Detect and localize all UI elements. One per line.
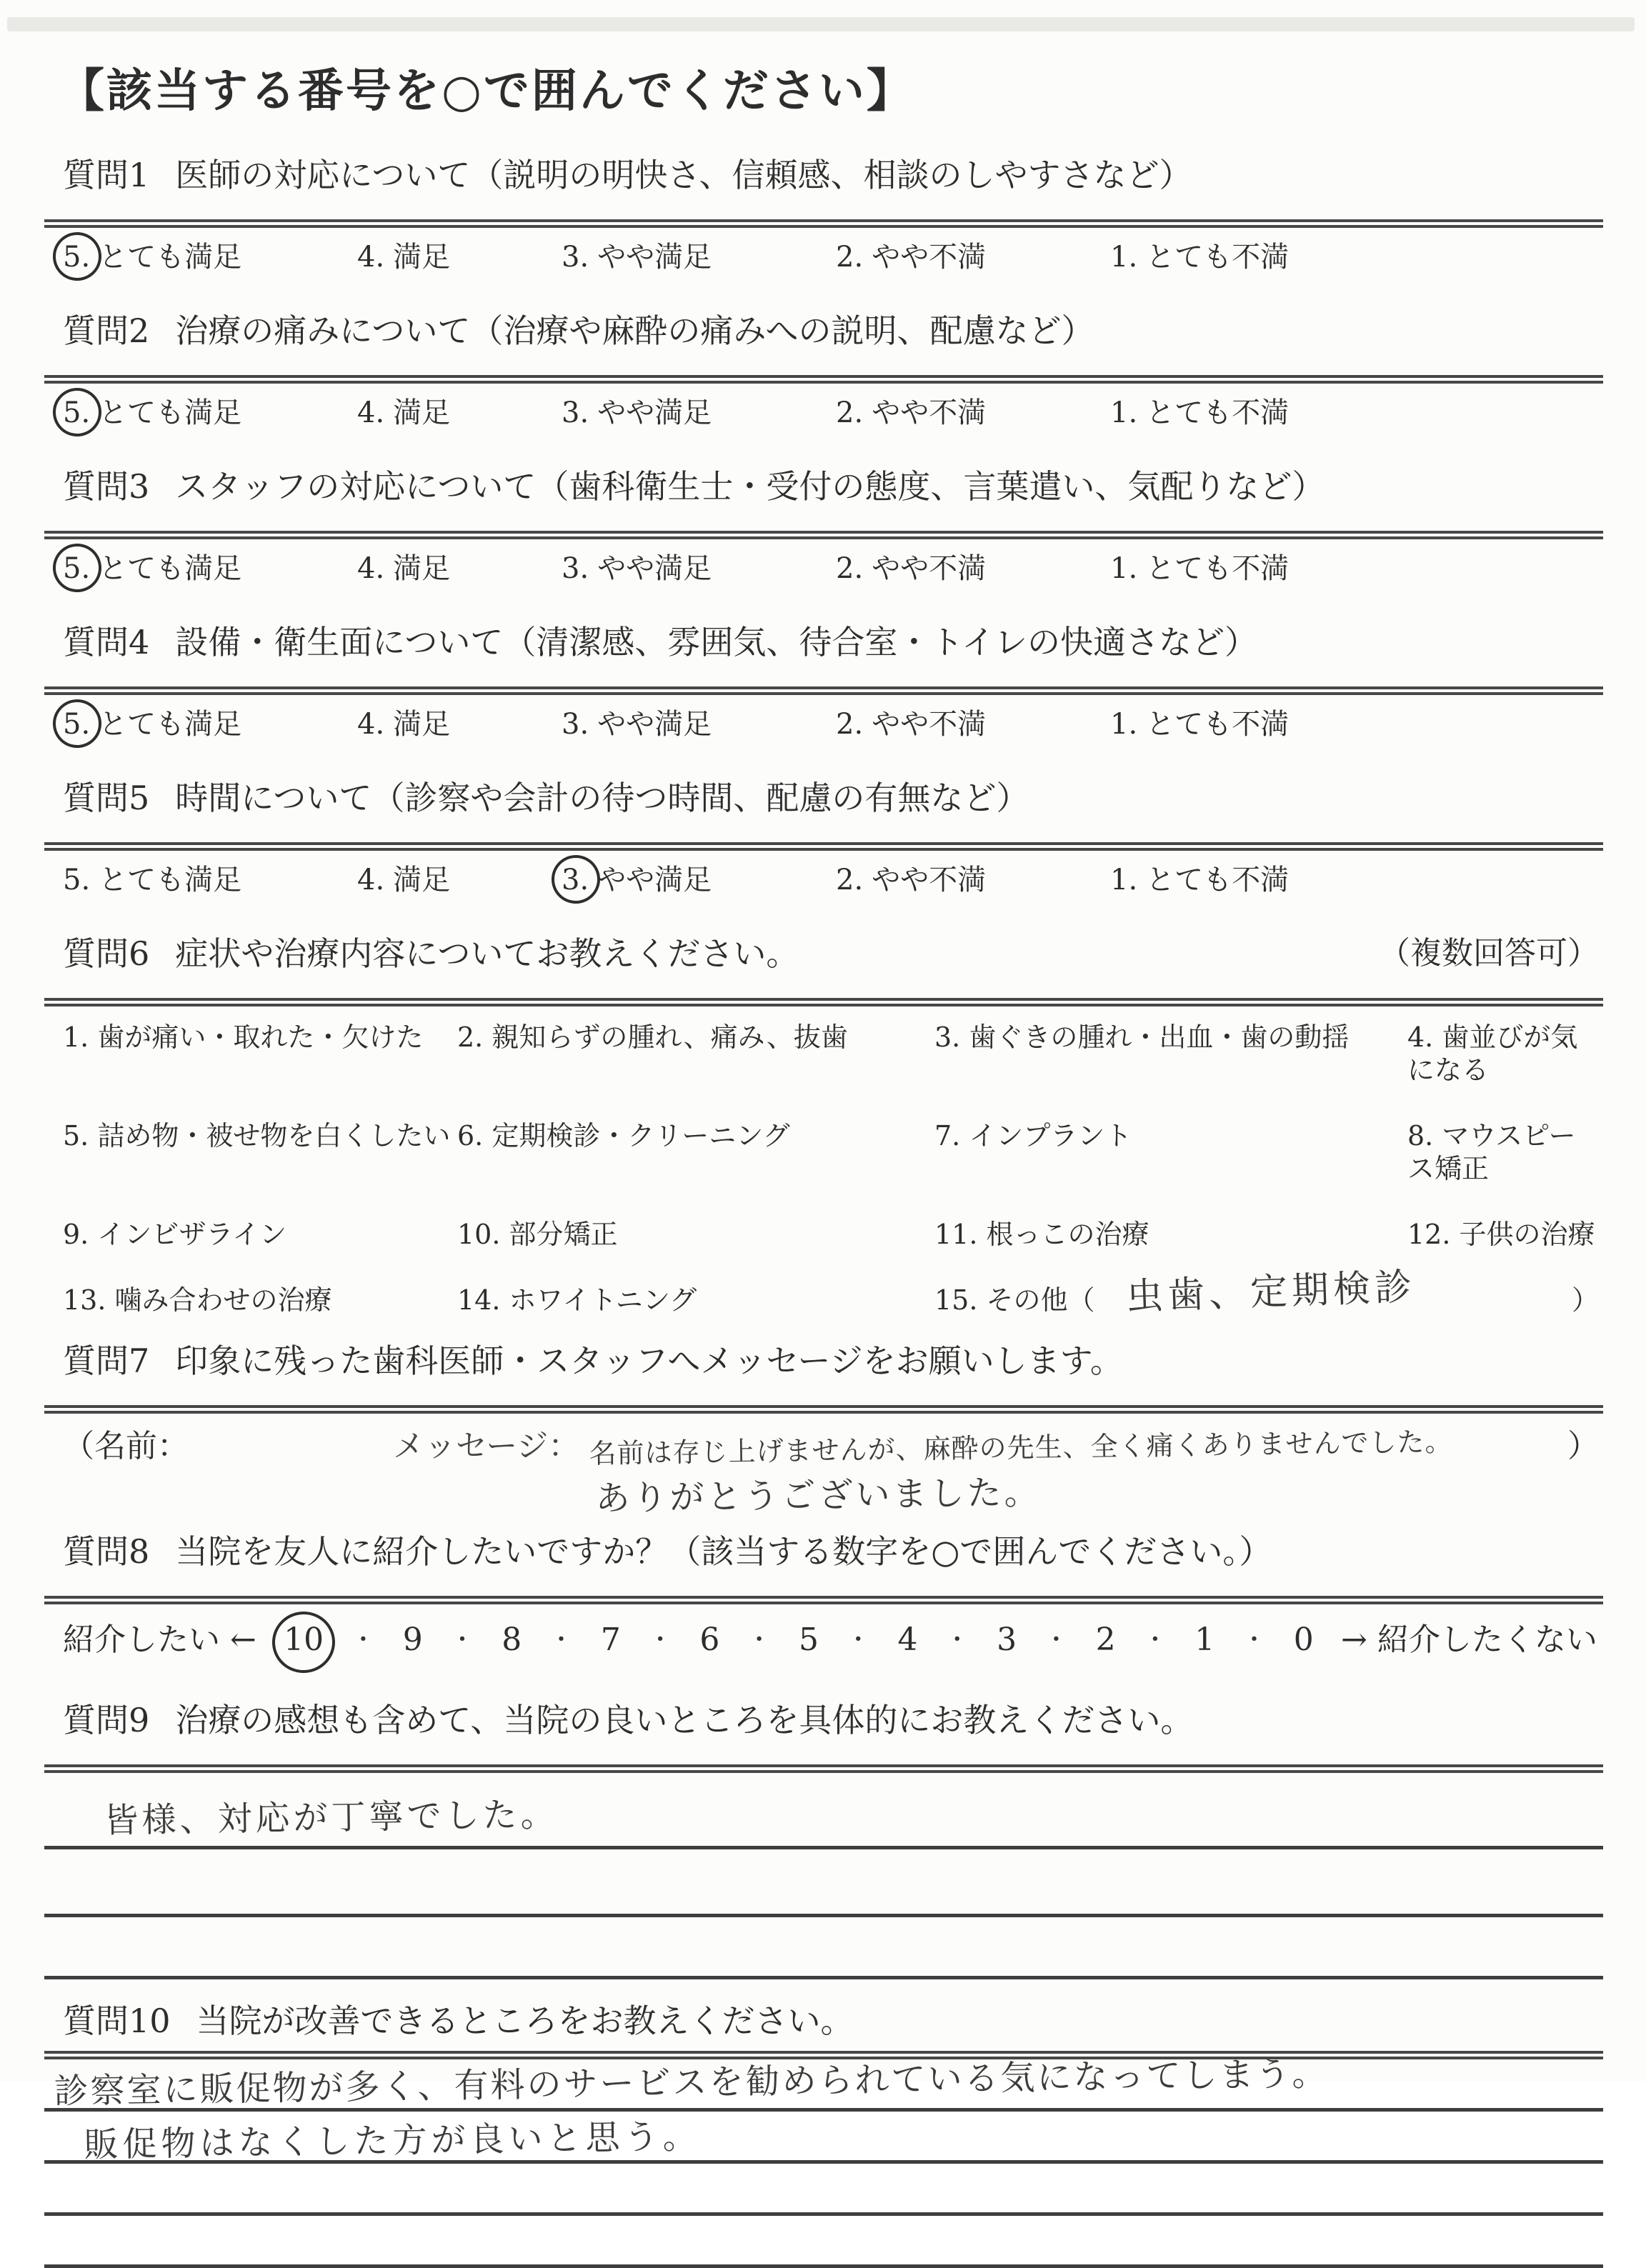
rating-option-1	[1110, 239, 1289, 275]
rating-options-row	[63, 862, 1603, 898]
rating-option-label: やや満足	[597, 707, 712, 741]
symptom-option-3: 3. 歯ぐきの腫れ・出血・歯の動揺	[934, 1021, 1350, 1053]
rating-option-number: 1.	[1110, 396, 1138, 429]
rating-option-number: 2.	[836, 551, 864, 585]
separator-rule	[44, 1596, 1603, 1604]
symptom-option-5: 5. 詰め物・被せ物を白くしたい	[63, 1119, 451, 1152]
question-title: 設備・衛生面について（清潔感、雰囲気、待合室・トイレの快適さなど）	[175, 622, 1258, 661]
separator-rule	[44, 842, 1603, 851]
message-field-label: メッセージ：	[393, 1427, 580, 1464]
symptom-option-2: 2. 親知らずの腫れ、痛み、抜歯	[457, 1021, 848, 1053]
rating-option-number: 2.	[836, 396, 864, 429]
circled-answer-mark: 5.	[63, 707, 91, 741]
answer-line	[44, 2216, 1603, 2268]
answer-line	[44, 2164, 1603, 2216]
rating-option-label: とても満足	[99, 863, 242, 896]
rating-option-number: 4.	[357, 396, 385, 429]
question-2	[44, 311, 1603, 431]
question-8	[44, 1532, 1603, 1660]
rating-option-label: とても不満	[1146, 551, 1290, 585]
rating-option-number: 2.	[836, 240, 864, 274]
question-1	[44, 155, 1603, 275]
symptom-option-14: 14. ホワイトニング	[457, 1284, 697, 1316]
question-title: 印象に残った歯科医師・スタッフへメッセージをお願いします。	[175, 1341, 1123, 1380]
rating-option-number: 1.	[1110, 240, 1138, 274]
rating-option-label: やや不満	[872, 863, 987, 896]
scale-dot: ・	[1142, 1625, 1167, 1654]
scale-dot: ・	[1242, 1625, 1267, 1654]
question-number: 質問3	[63, 466, 150, 506]
scale-dot: ・	[1044, 1625, 1069, 1654]
question-6	[44, 934, 1603, 1317]
question-number: 質問10	[63, 2001, 171, 2040]
question-1-heading	[63, 155, 1603, 195]
scale-dot: ・	[648, 1625, 673, 1654]
rating-option-label: とても不満	[1146, 240, 1290, 274]
rating-option-label: やや満足	[597, 863, 712, 896]
rating-option-label: やや満足	[597, 551, 712, 585]
rating-option-label: とても満足	[99, 707, 242, 741]
symptom-options-grid	[63, 1021, 1599, 1317]
question-number: 質問5	[63, 778, 150, 817]
handwritten-comment: 皆様、対応が丁寧でした。	[104, 1794, 559, 1841]
question-number: 質問1	[63, 155, 150, 194]
rating-option-2	[836, 862, 1110, 898]
circled-answer-mark: 5.	[63, 396, 91, 429]
rating-option-number: 3.	[562, 396, 589, 429]
rating-option-label: やや不満	[872, 240, 987, 274]
symptom-option-4: 4. 歯並びが気になる	[1407, 1021, 1578, 1086]
answer-line	[44, 1849, 1603, 1917]
rating-option-label: 満足	[393, 863, 451, 896]
scale-2: 2	[1095, 1621, 1116, 1658]
question-7-heading	[63, 1341, 1603, 1381]
rating-options-row	[63, 551, 1603, 586]
rating-option-4	[357, 862, 562, 898]
scale-8: 8	[502, 1621, 522, 1658]
rating-option-label: とても満足	[99, 240, 242, 274]
answer-line	[44, 1917, 1603, 1979]
rating-option-label: やや不満	[872, 551, 987, 585]
handwritten-other-answer: 虫歯、定期検診	[1124, 1265, 1417, 1319]
symptom-option-10: 10. 部分矯正	[457, 1218, 618, 1250]
question-title: 当院を友人に紹介したいですか？（該当する数字を○で囲んでください。）	[175, 1532, 1272, 1571]
scale-left-label: 紹介したい ←	[63, 1621, 256, 1658]
other-option-prefix: 15. その他（	[934, 1284, 1095, 1316]
rating-option-number: 3.	[562, 240, 589, 274]
answer-line	[44, 2053, 1603, 2112]
separator-rule	[44, 219, 1603, 228]
scale-0: 0	[1293, 1621, 1314, 1658]
rating-option-number: 4.	[357, 240, 385, 274]
rating-option-2	[836, 551, 1110, 586]
question-2-heading	[63, 311, 1603, 351]
rating-option-label: とても不満	[1146, 396, 1290, 429]
rating-option-label: やや満足	[597, 240, 712, 274]
rating-option-2	[836, 395, 1110, 431]
question-6-heading	[63, 934, 1599, 974]
symptom-option-6: 6. 定期検診・クリーニング	[457, 1119, 790, 1152]
circled-answer-mark: 5.	[63, 551, 91, 585]
rating-option-5	[63, 239, 357, 275]
rating-option-label: 満足	[393, 551, 451, 585]
rating-option-5	[63, 395, 357, 431]
question-4-heading	[63, 622, 1603, 662]
question-10-heading	[63, 2001, 1603, 2041]
symptom-option-7: 7. インプラント	[934, 1119, 1132, 1152]
rating-option-4	[357, 395, 562, 431]
question-title: 治療の感想も含めて、当院の良いところを具体的にお教えください。	[175, 1700, 1194, 1739]
question-title: 時間について（診察や会計の待つ時間、配慮の有無など）	[175, 778, 1029, 817]
question-5	[44, 778, 1603, 898]
question-number: 質問9	[63, 1700, 150, 1739]
rating-option-number: 1.	[1110, 707, 1138, 741]
rating-option-3	[562, 706, 836, 742]
rating-option-number: 2.	[836, 863, 864, 896]
separator-rule	[44, 375, 1603, 384]
rating-option-number: 4.	[357, 551, 385, 585]
circled-scale-10: 10	[284, 1620, 324, 1660]
rating-option-label: やや不満	[872, 396, 987, 429]
rating-option-1	[1110, 862, 1289, 898]
symptom-option-15-other	[934, 1265, 1599, 1319]
rating-option-1	[1110, 395, 1289, 431]
question-title: 医師の対応について（説明の明快さ、信頼感、相談のしやすさなど）	[175, 155, 1192, 194]
rating-option-label: とても満足	[99, 396, 242, 429]
rating-option-5	[63, 862, 357, 898]
rating-option-2	[836, 706, 1110, 742]
rating-option-number: 4.	[357, 863, 385, 896]
scale-right-label: → 紹介したくない	[1341, 1621, 1597, 1658]
rating-option-label: とても満足	[99, 551, 242, 585]
separator-rule	[44, 1764, 1603, 1773]
scale-dot: ・	[944, 1625, 969, 1654]
rating-option-number: 2.	[836, 707, 864, 741]
circled-answer-mark: 3.	[562, 863, 589, 896]
rating-option-number: 4.	[357, 707, 385, 741]
rating-options-row	[63, 239, 1603, 275]
symptom-option-9: 9. インビザライン	[63, 1218, 287, 1250]
rating-options-row	[63, 395, 1603, 431]
separator-rule	[44, 531, 1603, 539]
scale-5: 5	[798, 1621, 819, 1658]
separator-rule	[44, 686, 1603, 695]
rating-option-number: 5.	[63, 863, 91, 896]
rating-option-3	[562, 862, 836, 898]
closing-paren: ）	[1567, 1427, 1599, 1464]
rating-option-number: 3.	[562, 707, 589, 741]
rating-option-label: 満足	[393, 240, 451, 274]
scale-9: 9	[402, 1621, 423, 1658]
rating-option-label: やや不満	[872, 707, 987, 741]
symptom-option-13: 13. 噛み合わせの治療	[63, 1284, 332, 1316]
separator-rule	[44, 1405, 1603, 1414]
scale-dot: ・	[747, 1625, 772, 1654]
answer-area	[44, 2053, 1603, 2268]
question-title: 治療の痛みについて（治療や麻酔の痛みへの説明、配慮など）	[175, 311, 1094, 350]
symptom-option-11: 11. 根っこの治療	[934, 1218, 1149, 1250]
multiple-answers-note: （複数回答可）	[1379, 934, 1599, 971]
scale-dot: ・	[549, 1625, 574, 1654]
question-number: 質問6	[63, 934, 150, 973]
question-number: 質問4	[63, 622, 150, 661]
rating-option-label: とても不満	[1146, 863, 1290, 896]
rating-option-label: 満足	[393, 707, 451, 741]
scale-6: 6	[699, 1621, 720, 1658]
question-8-heading	[63, 1532, 1603, 1572]
rating-option-1	[1110, 551, 1289, 586]
question-10	[44, 2001, 1603, 2268]
question-5-heading	[63, 778, 1603, 818]
question-number: 質問2	[63, 311, 150, 350]
rating-option-number: 1.	[1110, 863, 1138, 896]
nps-scale-row	[63, 1620, 1597, 1660]
circled-answer-mark: 5.	[63, 240, 91, 274]
question-9-heading	[63, 1700, 1603, 1740]
rating-option-3	[562, 551, 836, 586]
handwritten-comment-line-1: 診察室に販促物が多く、有料のサービスを勧められている気になってしまう。	[54, 2053, 1329, 2112]
question-3	[44, 466, 1603, 586]
rating-option-label: やや満足	[597, 396, 712, 429]
symptom-option-8: 8. マウスピース矯正	[1407, 1119, 1576, 1184]
question-number: 質問8	[63, 1532, 150, 1571]
rating-option-4	[357, 551, 562, 586]
symptom-option-1: 1. 歯が痛い・取れた・欠けた	[63, 1021, 424, 1053]
rating-options-row	[63, 706, 1603, 742]
rating-option-label: 満足	[393, 396, 451, 429]
rating-option-5	[63, 706, 357, 742]
question-7	[44, 1341, 1603, 1520]
rating-option-number: 1.	[1110, 551, 1138, 585]
question-9	[44, 1700, 1603, 1979]
rating-option-4	[357, 706, 562, 742]
answer-area	[44, 1773, 1603, 1979]
rating-option-1	[1110, 706, 1289, 742]
symptom-option-12: 12. 子供の治療	[1407, 1218, 1595, 1250]
name-field-label: （名前：	[63, 1427, 189, 1464]
separator-rule	[44, 998, 1603, 1006]
rating-option-5	[63, 551, 357, 586]
scan-artifact-bar	[7, 17, 1635, 31]
question-4	[44, 622, 1603, 742]
scale-dot: ・	[846, 1625, 871, 1654]
question-title: スタッフの対応について（歯科衛生士・受付の態度、言葉遣い、気配りなど）	[175, 466, 1325, 506]
question-title: 当院が改善できるところをお教えください。	[196, 2001, 854, 2040]
rating-option-4	[357, 239, 562, 275]
scale-7: 7	[600, 1621, 621, 1658]
form-title: 【該当する番号を○で囲んでください】	[59, 64, 914, 118]
question-title: 症状や治療内容についてお教えください。	[175, 934, 799, 973]
handwritten-message-line-1: 名前は存じ上げませんが、麻酔の先生、全く痛くありませんでした。	[589, 1425, 1454, 1469]
scale-3: 3	[997, 1621, 1017, 1658]
answer-line	[44, 1773, 1603, 1849]
rating-option-label: とても不満	[1146, 707, 1290, 741]
handwritten-message-line-2: ありがとうございました。	[595, 1472, 1042, 1519]
handwritten-comment-line-2: 販促物はなくした方が良いと思う。	[84, 2116, 702, 2165]
rating-option-3	[562, 395, 836, 431]
other-option-suffix: ）	[1571, 1284, 1599, 1316]
scale-dot: ・	[351, 1625, 376, 1654]
scale-dot: ・	[449, 1625, 474, 1654]
question-number: 質問7	[63, 1341, 150, 1380]
answer-line	[44, 2112, 1603, 2164]
rating-option-3	[562, 239, 836, 275]
scale-1: 1	[1194, 1621, 1215, 1658]
rating-option-number: 3.	[562, 551, 589, 585]
scale-4: 4	[897, 1621, 918, 1658]
question-3-heading	[63, 466, 1603, 506]
rating-option-2	[836, 239, 1110, 275]
